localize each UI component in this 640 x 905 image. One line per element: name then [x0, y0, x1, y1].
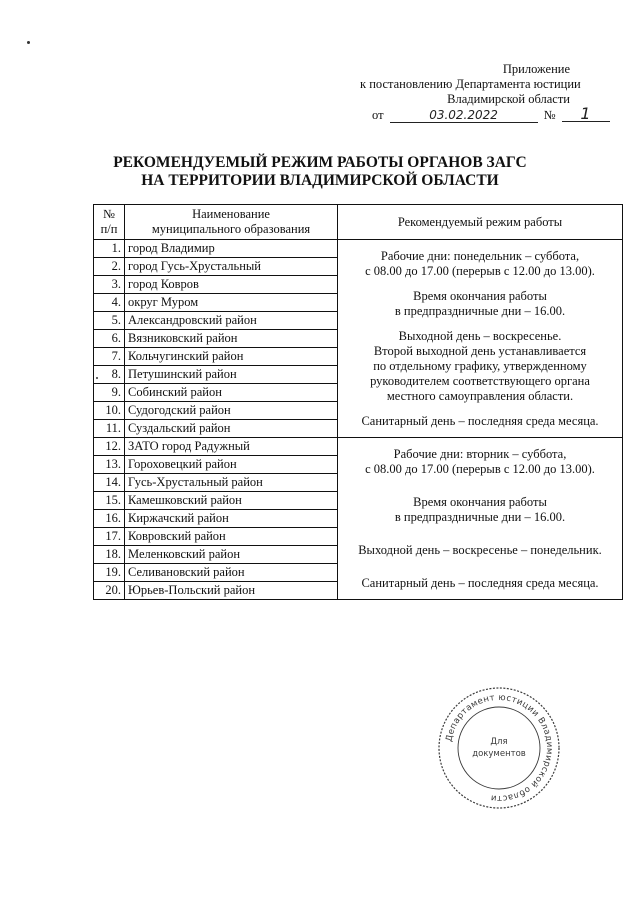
row-name: Ковровский район [125, 528, 338, 546]
row-name: Вязниковский район [125, 330, 338, 348]
header-text: Наименование [192, 207, 270, 221]
mode-text: Время окончания работы [413, 494, 547, 509]
header-mode: Рекомендуемый режим работы [338, 205, 623, 240]
row-name: город Ковров [125, 276, 338, 294]
table-row [94, 438, 623, 456]
row-num: 15. [94, 492, 125, 510]
attachment-block [360, 62, 581, 107]
mode-text: местного самоуправления области. [386, 388, 574, 403]
row-num: 3. [94, 276, 125, 294]
mode-text: Санитарный день – последняя среда месяца. [361, 575, 599, 590]
row-name: округ Муром [125, 294, 338, 312]
mode-text: Санитарный день – последняя среда месяца. [361, 413, 599, 428]
registry-office-table [93, 204, 623, 600]
row-num: 4. [94, 294, 125, 312]
mode-paragraph [341, 447, 619, 477]
mode-text: Время окончания работы [413, 288, 547, 303]
seal-stamp [437, 686, 561, 810]
row-name: Суздальский район [125, 420, 338, 438]
title-line: РЕКОМЕНДУЕМЫЙ РЕЖИМ РАБОТЫ ОРГАНОВ ЗАГС [113, 154, 527, 171]
page-title [0, 154, 640, 190]
row-name: Гусь-Хрустальный район [125, 474, 338, 492]
row-name: Селивановский район [125, 564, 338, 582]
table-header-row [94, 205, 623, 240]
row-num: 19. [94, 564, 125, 582]
row-name: Александровский район [125, 312, 338, 330]
title-line: НА ТЕРРИТОРИИ ВЛАДИМИРСКОЙ ОБЛАСТИ [141, 172, 499, 189]
row-name: Кольчугинский район [125, 348, 338, 366]
row-name: Собинский район [125, 384, 338, 402]
mode-paragraph [341, 414, 619, 429]
row-num: 1. [94, 240, 125, 258]
mode-text: Рабочие дни: понедельник – суббота, [380, 248, 580, 263]
row-num: 13. [94, 456, 125, 474]
row-num: 17. [94, 528, 125, 546]
row-name: город Владимир [125, 240, 338, 258]
row-num: 9. [94, 384, 125, 402]
header-text: п/п [100, 222, 118, 236]
mode-paragraph [341, 249, 619, 279]
row-num: 10. [94, 402, 125, 420]
row-num: 5. [94, 312, 125, 330]
row-name: Петушинский район [125, 366, 338, 384]
row-name: Юрьев-Польский район [125, 582, 338, 600]
handwritten-number: 1 [562, 107, 610, 122]
row-num: 11. [94, 420, 125, 438]
table-row [94, 240, 623, 258]
mode-group-2 [338, 438, 623, 600]
row-num: 12. [94, 438, 125, 456]
mode-text: с 08.00 до 17.00 (перерыв с 12.00 до 13.00). [365, 263, 595, 278]
row-name: Меленковский район [125, 546, 338, 564]
row-num: 18. [94, 546, 125, 564]
row-num: 7. [94, 348, 125, 366]
row-num: 2. [94, 258, 125, 276]
stamp-ring-text: Департамент юстиции Владимирской области [444, 692, 555, 804]
stamp-inner-ring [458, 707, 540, 789]
handwritten-date: 03.02.2022 [390, 108, 538, 123]
row-name: город Гусь-Хрустальный [125, 258, 338, 276]
mode-text: в предпраздничные дни – 16.00. [394, 509, 566, 524]
attachment-line: Приложение [502, 62, 570, 76]
header-text: муниципального образования [151, 222, 311, 236]
mode-text: руководителем соответствующего органа [370, 373, 590, 388]
header-name [125, 205, 338, 240]
row-num: 16. [94, 510, 125, 528]
mode-text: Выходной день – воскресенье. [398, 328, 562, 343]
row-num: 20. [94, 582, 125, 600]
row-num: 8. [94, 366, 125, 384]
row-name: Киржачский район [125, 510, 338, 528]
number-label: № [543, 108, 556, 122]
mode-text: в предпраздничные дни – 16.00. [394, 303, 566, 318]
row-name: Гороховецкий район [125, 456, 338, 474]
stamp-center-line: Для [490, 737, 508, 747]
mode-paragraph [341, 543, 619, 558]
row-name: ЗАТО город Радужный [125, 438, 338, 456]
header-text: № [103, 207, 115, 221]
mode-paragraph [341, 289, 619, 319]
attachment-line: Владимирской области [447, 92, 570, 106]
stamp-center-line: документов [472, 749, 526, 759]
from-label: от [372, 108, 384, 122]
row-name: Камешковский район [125, 492, 338, 510]
stamp-outer-ring [439, 688, 559, 808]
decree-reference [372, 104, 610, 123]
row-name: Судогодский район [125, 402, 338, 420]
attachment-line: к постановлению Департамента юстиции [360, 77, 581, 91]
header-num [94, 205, 125, 240]
mode-text: Рабочие дни: вторник – суббота, [393, 446, 567, 461]
scan-speck [27, 41, 30, 44]
mode-paragraph [341, 329, 619, 404]
mode-text: по отдельному графику, утвержденному [373, 358, 587, 373]
row-num: 6. [94, 330, 125, 348]
mode-paragraph [341, 495, 619, 525]
mode-text: с 08.00 до 17.00 (перерыв с 12.00 до 13.00). [365, 461, 595, 476]
mode-text: Выходной день – воскресенье – понедельник. [358, 542, 602, 557]
mode-group-1 [338, 240, 623, 438]
row-num: 14. [94, 474, 125, 492]
mode-paragraph [341, 576, 619, 591]
mode-text: Второй выходной день устанавливается [373, 343, 587, 358]
